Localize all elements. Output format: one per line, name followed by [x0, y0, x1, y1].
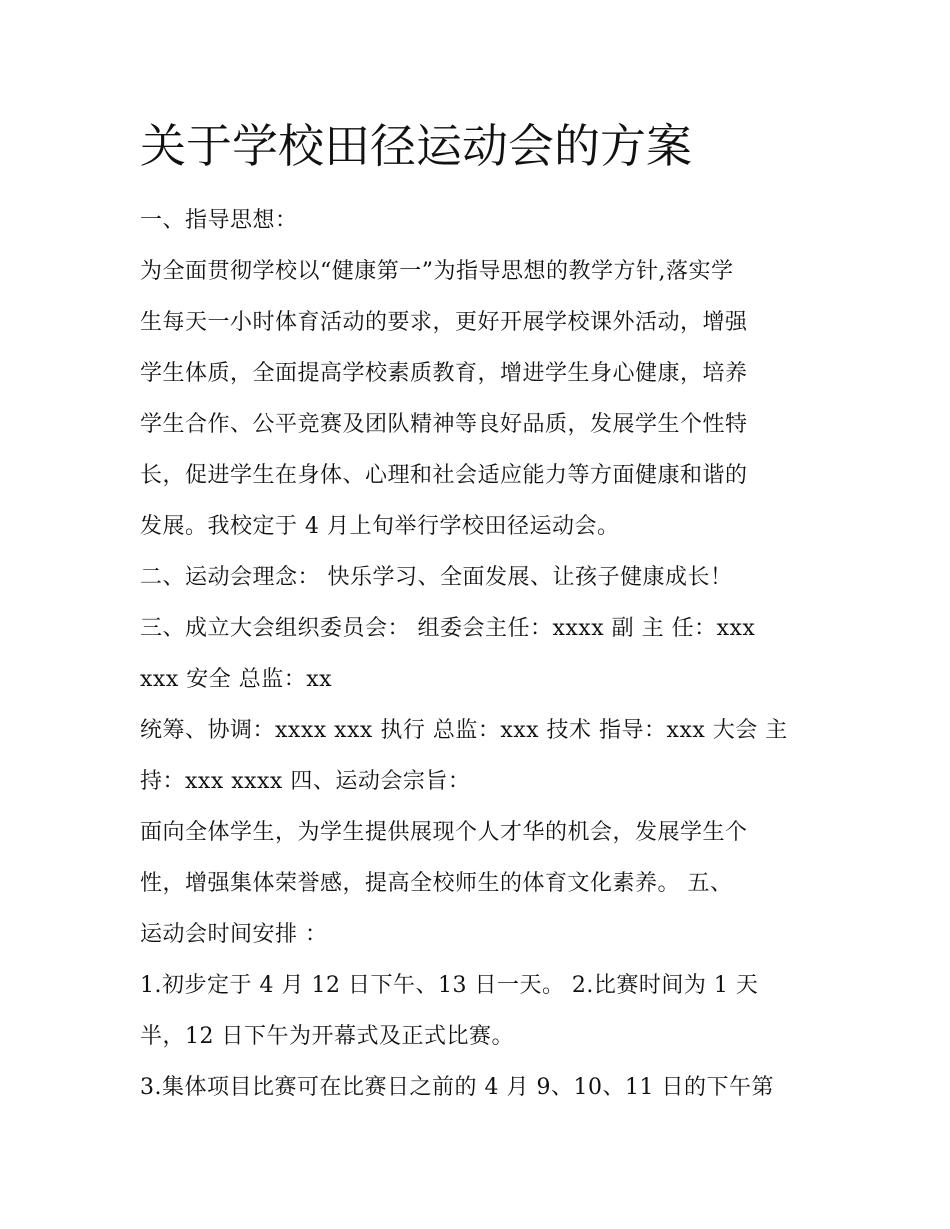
paragraph-line: xxx 安全 总监：xx	[140, 667, 333, 692]
paragraph-line: 面向全体学生，为学生提供展现个人才华的机会，发展学生个	[140, 820, 748, 845]
paragraph-line: 半，12 日下午为开幕式及正式比赛。	[140, 1024, 514, 1049]
section-heading-guiding-ideology: 一、指导思想：	[140, 208, 298, 233]
paragraph-line: 统筹、协调：xxxx xxx 执行 总监：xxx 技术 指导：xxx 大会 主	[140, 718, 788, 743]
paragraph-line: 1.初步定于 4 月 12 日下午、13 日一天。 2.比赛时间为 1 天	[140, 973, 759, 998]
section-heading-philosophy: 二、运动会理念： 快乐学习、全面发展、让孩子健康成长！	[140, 565, 733, 590]
paragraph-line: 发展。我校定于 4 月上旬举行学校田径运动会。	[140, 514, 620, 539]
paragraph-line: 学生体质，全面提高学校素质教育，增进学生身心健康，培养	[140, 361, 748, 386]
paragraph-line: 学生合作、公平竞赛及团队精神等良好品质，发展学生个性特	[140, 412, 748, 437]
section-heading-schedule: 运动会时间安排 ：	[140, 922, 328, 947]
paragraph-line: 为全面贯彻学校以“健康第一”为指导思想的教学方针,落实学	[140, 259, 734, 284]
paragraph-line: 3.集体项目比赛可在比赛日之前的 4 月 9、10、11 日的下午第	[140, 1075, 774, 1100]
paragraph-line: 长，促进学生在身体、心理和社会适应能力等方面健康和谐的	[140, 463, 748, 488]
document-title: 关于学校田径运动会的方案	[140, 119, 692, 173]
paragraph-line: 性，增强集体荣誉感，提高全校师生的体育文化素养。 五、	[140, 871, 733, 896]
paragraph-line: 生每天一小时体育活动的要求，更好开展学校课外活动，增强	[140, 310, 748, 335]
paragraph-line: 持：xxx xxxx 四、运动会宗旨：	[140, 769, 471, 794]
section-heading-committee: 三、成立大会组织委员会： 组委会主任：xxxx 副 主 任：xxx	[140, 616, 756, 641]
